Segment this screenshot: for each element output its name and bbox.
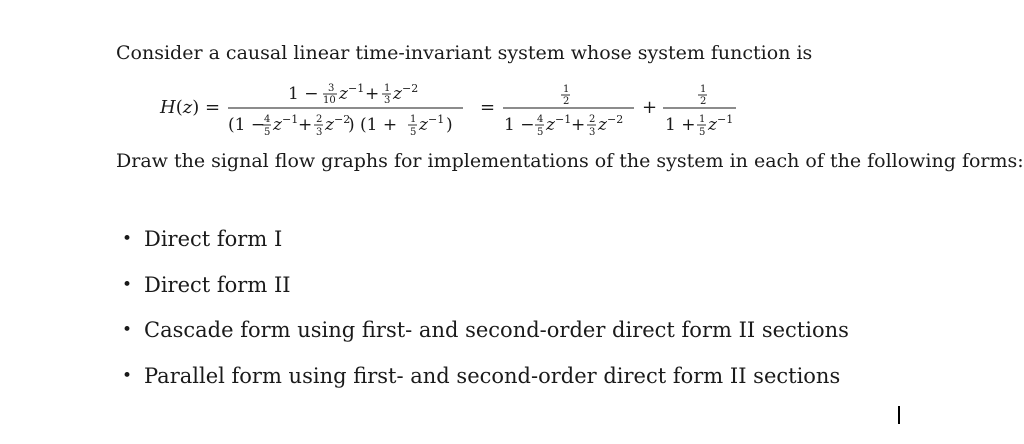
svg-text:+: +	[642, 97, 658, 118]
svg-text:−1: −1	[428, 113, 445, 126]
svg-text:3: 3	[316, 127, 323, 138]
svg-text:−1: −1	[282, 113, 299, 126]
list-item	[122, 226, 849, 272]
svg-text:1 −: 1 −	[288, 84, 319, 104]
svg-text:2: 2	[700, 96, 707, 107]
bullet-icon: •	[122, 320, 133, 340]
svg-text:−2: −2	[402, 82, 419, 95]
form-direct-form-1: Direct form I	[144, 227, 283, 251]
svg-text:1: 1	[563, 84, 570, 95]
svg-text:z: z	[325, 115, 334, 135]
form-parallel: Parallel form using first- and second-order direct form II sections	[144, 363, 841, 388]
system-function-equation	[160, 80, 760, 138]
svg-text:−2: −2	[607, 113, 624, 126]
form-cascade: Cascade form using first- and second-order direct form II sections	[144, 318, 849, 342]
svg-text:z: z	[598, 115, 607, 135]
svg-text:z: z	[339, 84, 348, 104]
svg-text:(1 −: (1 −	[228, 115, 266, 135]
problem-intro: Consider a causal linear time-invariant system whose system function is	[116, 42, 813, 64]
implementation-forms-list	[122, 226, 849, 408]
svg-text:1: 1	[700, 84, 707, 95]
svg-text:4: 4	[537, 114, 544, 125]
svg-text:1: 1	[384, 83, 391, 94]
svg-text:z: z	[708, 115, 717, 135]
svg-text:3: 3	[384, 95, 391, 106]
svg-text:2: 2	[316, 114, 323, 125]
svg-text:−1: −1	[717, 113, 734, 126]
problem-instruction: Draw the signal flow graphs for implementations of the system in each of the following forms:	[116, 150, 1024, 172]
bullet-icon: •	[122, 365, 133, 386]
svg-text:1 +: 1 +	[665, 115, 696, 135]
bullet-icon: •	[122, 274, 133, 295]
svg-text:10: 10	[323, 95, 336, 106]
svg-text:=: =	[480, 97, 496, 118]
list-item	[122, 317, 849, 363]
svg-text:z: z	[419, 115, 428, 135]
svg-text:5: 5	[537, 127, 544, 138]
svg-text:): )	[446, 115, 453, 135]
svg-text:5: 5	[410, 127, 417, 138]
svg-text:3: 3	[589, 127, 596, 138]
list-item	[122, 363, 849, 409]
svg-text:1: 1	[699, 114, 706, 125]
svg-text:z: z	[393, 84, 402, 104]
svg-text:1 −: 1 −	[504, 115, 535, 135]
svg-text:+: +	[298, 115, 313, 135]
svg-text:−1: −1	[348, 82, 365, 95]
svg-text:2: 2	[589, 114, 596, 125]
svg-text:−2: −2	[334, 113, 351, 126]
text-cursor	[898, 406, 900, 424]
svg-text:+: +	[365, 84, 380, 104]
svg-text:+: +	[571, 115, 586, 135]
bullet-icon: •	[122, 229, 133, 249]
svg-text:5: 5	[699, 127, 706, 138]
svg-text:) (1 +: ) (1 +	[348, 115, 398, 135]
list-item	[122, 272, 849, 318]
svg-text:z: z	[273, 115, 282, 135]
form-direct-form-2: Direct form II	[144, 272, 291, 297]
svg-text:2: 2	[563, 96, 570, 107]
svg-text:z: z	[546, 115, 555, 135]
svg-text:3: 3	[328, 83, 335, 94]
svg-text:−1: −1	[555, 113, 572, 126]
svg-text:4: 4	[264, 114, 271, 125]
svg-text:1: 1	[410, 114, 417, 125]
svg-text:H(z) =: H(z) =	[160, 97, 221, 118]
svg-text:5: 5	[264, 127, 271, 138]
